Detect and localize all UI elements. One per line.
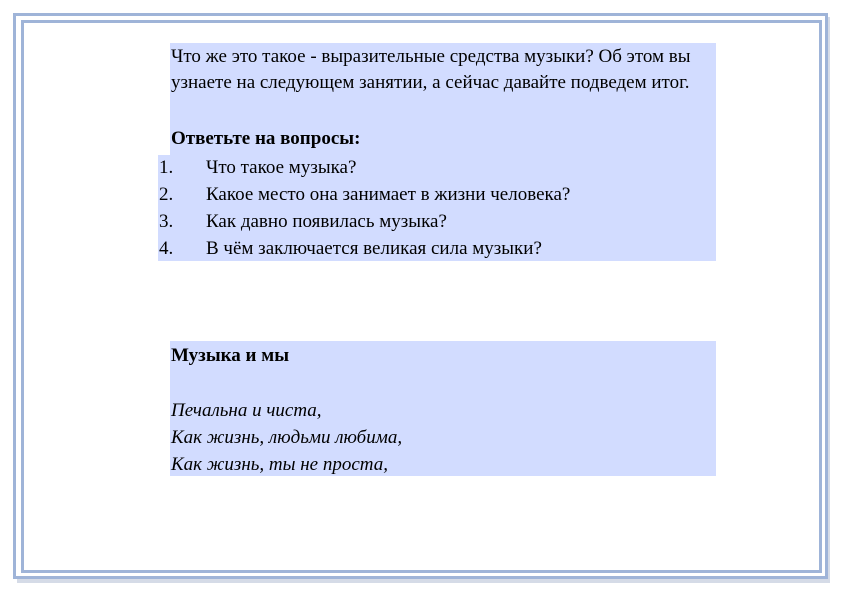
list-item (159, 236, 719, 263)
list-item (159, 182, 719, 209)
list-item-number: 1. (159, 157, 174, 178)
frame-shadow-bottom (17, 579, 830, 583)
list-item (159, 155, 719, 182)
list-item-number: 4. (159, 238, 174, 259)
poem-line: Как жизнь, ты не проста, (171, 454, 388, 475)
poem-line: Как жизнь, людьми любима, (171, 427, 403, 448)
list-item-number: 3. (159, 211, 174, 232)
questions-list (159, 155, 719, 263)
questions-heading: Ответьте на вопросы: (171, 128, 361, 149)
list-item-text: Какое место она занимает в жизни человека? (206, 184, 571, 205)
intro-paragraph: Что же это такое - выразительные средства музыки? Об этом вы узнаете на следующем занятии, а сейчас давайте подведем итог. (171, 46, 691, 93)
list-item-number: 2. (159, 184, 174, 205)
poem-line: Печальна и чиста, (171, 400, 322, 421)
list-item (159, 209, 719, 236)
poem-title: Музыка и мы (171, 345, 290, 366)
list-item-text: Как давно появилась музыка? (206, 211, 447, 232)
list-item-text: Что такое музыка? (206, 157, 357, 178)
list-item-text: В чём заключается великая сила музыки? (206, 238, 542, 259)
